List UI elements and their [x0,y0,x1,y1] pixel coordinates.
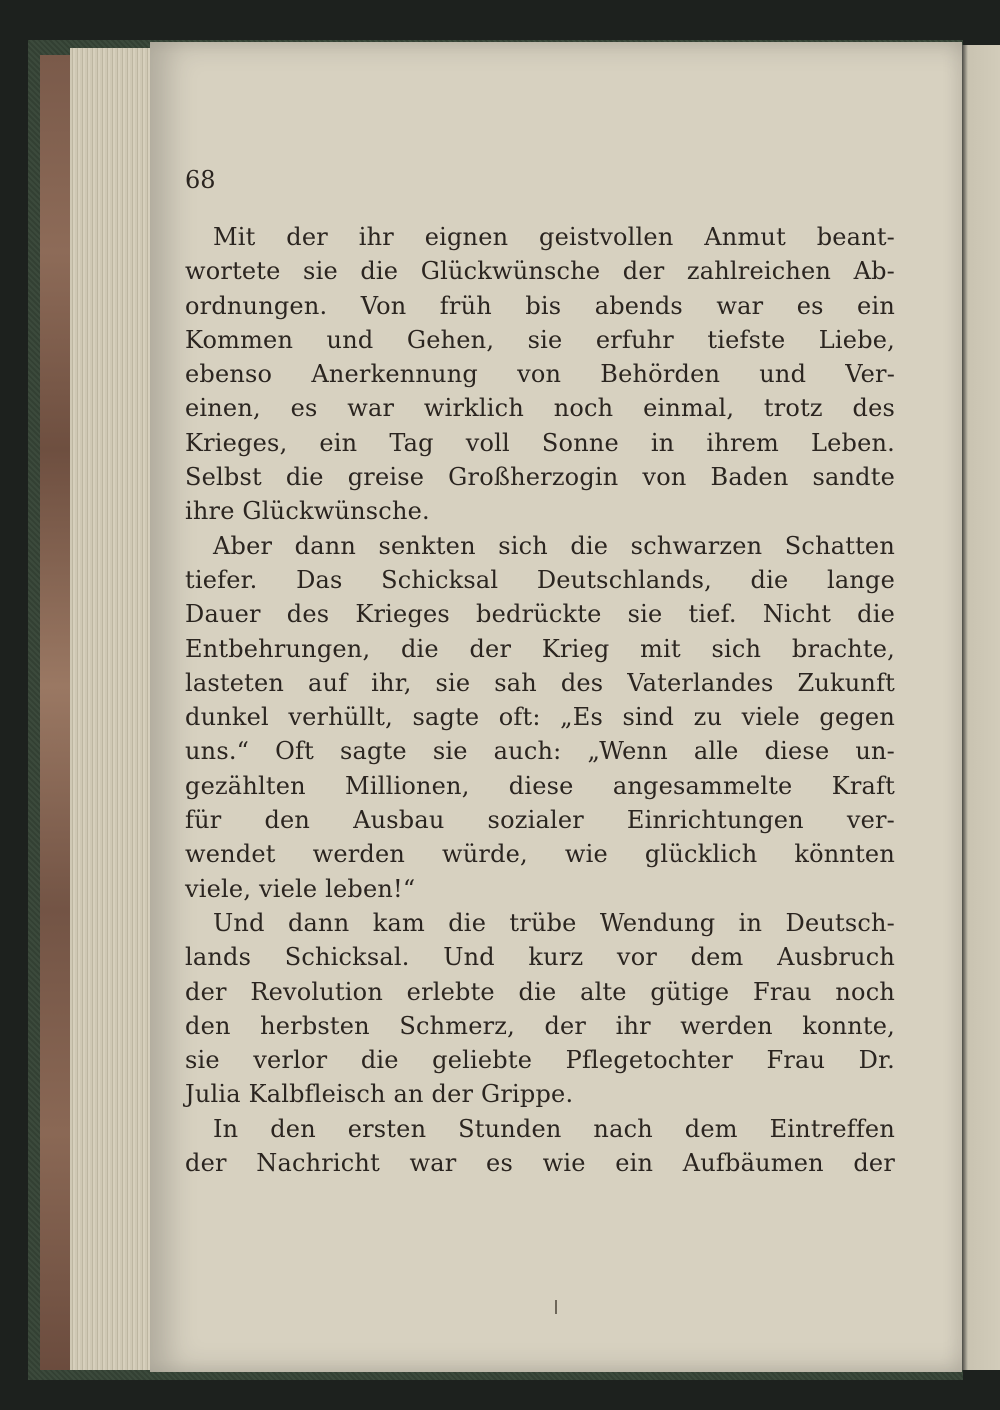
text-line: Mit der ihr eignen geistvollen Anmut beant- [213,223,895,251]
text-line: dunkel verhüllt, sagte oft: „Es sind zu viele gegen [185,703,895,732]
text-line: Kommen und Gehen, sie erfuhr tiefste Liebe, [185,325,895,354]
marbled-endpaper [40,55,70,1370]
text-line: gezählten Millionen, diese angesammelte Kraft [185,771,895,800]
text-line: einen, es war wirklich noch einmal, trotz des [185,394,895,423]
text-line: tiefer. Das Schicksal Deutschlands, die lange [185,565,895,594]
text-line: ebenso Anerkennung von Behörden und Ver- [185,360,895,389]
page-mark [555,1300,557,1314]
text-line: Julia Kalbfleisch an der Grippe. [185,1080,574,1109]
page-edges [70,48,155,1370]
text-line: Dauer des Krieges bedrückte sie tief. Nicht die [185,600,895,629]
text-line: viele, viele leben!“ [185,874,416,903]
text-line: Und dann kam die trübe Wendung in Deutsch- [213,908,895,937]
text-line: Selbst die greise Großherzogin von Baden sandte [185,463,895,492]
text-line: lasteten auf ihr, sie sah des Vaterlandes Zukunft [185,668,895,697]
facing-page-edge [962,45,1000,1370]
text-line: Entbehrungen, die der Krieg mit sich brachte, [185,634,895,663]
text-line: ordnungen. Von früh bis abends war es ein [185,291,895,320]
text-line: uns.“ Oft sagte sie auch: „Wenn alle diese un- [185,737,895,766]
page-text [185,220,895,1180]
text-line: den herbsten Schmerz, der ihr werden konnte, [185,1011,895,1040]
text-line: wortete sie die Glückwünsche der zahlreichen Ab- [185,257,895,286]
text-line: der Nachricht war es wie ein Aufbäumen der [185,1149,895,1178]
text-line: Aber dann senkten sich die schwarzen Schatten [213,531,895,560]
text-line: sie verlor die geliebte Pflegetochter Frau Dr. [185,1046,895,1075]
text-line: ihre Glückwünsche. [185,497,430,526]
text-line: für den Ausbau sozialer Einrichtungen ver- [185,806,895,835]
text-line: lands Schicksal. Und kurz vor dem Ausbruch [185,943,895,972]
page-number: 68 [185,166,216,194]
text-line: der Revolution erlebte die alte gütige Frau noch [185,977,895,1006]
text-line: In den ersten Stunden nach dem Eintreffen [213,1114,895,1143]
text-line: Krieges, ein Tag voll Sonne in ihrem Leben. [185,428,895,457]
text-line: wendet werden würde, wie glücklich könnten [185,840,895,869]
